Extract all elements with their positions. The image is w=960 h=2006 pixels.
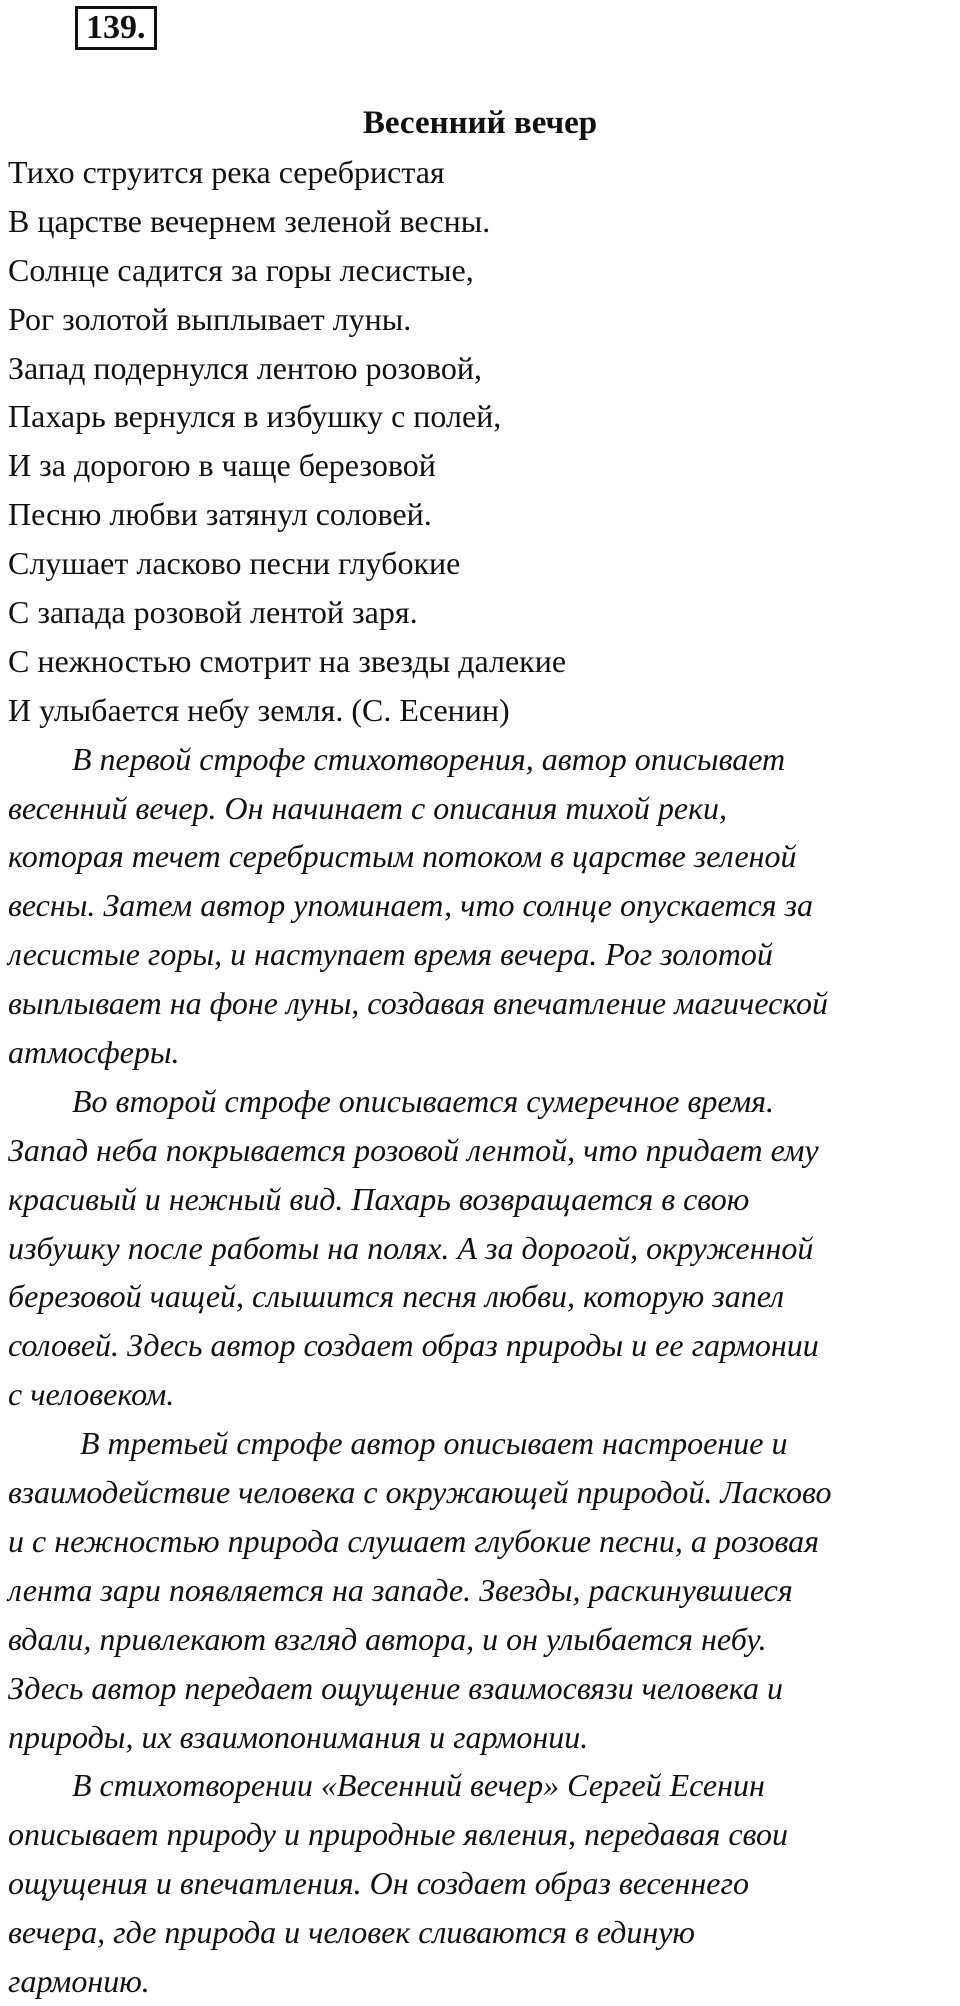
analysis-line: весны. Затем автор упоминает, что солнце опускается за <box>8 887 814 924</box>
analysis-line: ощущения и впечатления. Он создает образ весеннего <box>8 1865 749 1902</box>
poem-line: Пахарь вернулся в избушку с полей, <box>8 398 502 435</box>
analysis-line: березовой чащей, слышится песня любви, которую запел <box>8 1278 785 1315</box>
analysis-line: Здесь автор передает ощущение взаимосвязи человека и <box>8 1669 783 1706</box>
poem-line: С нежностью смотрит на звезды далекие <box>8 642 567 679</box>
poem-line: Солнце садится за горы лесистые, <box>8 251 474 288</box>
analysis-line: описывает природу и природные явления, передавая свои <box>8 1816 788 1853</box>
analysis-line: и с нежностью природа слушает глубокие песни, а розовая <box>8 1522 819 1559</box>
analysis-line: взаимодействие человека с окружающей природой. Ласково <box>8 1474 832 1511</box>
poem-title: Весенний вечер <box>362 105 598 141</box>
analysis-line: природы, их взаимопонимания и гармонии. <box>8 1718 589 1755</box>
poem-line: И улыбается небу земля. (С. Есенин) <box>8 691 510 728</box>
analysis-line: атмосферы. <box>8 1034 180 1071</box>
analysis-line: Запад неба покрывается розовой лентой, что придает ему <box>8 1131 819 1168</box>
poem-line: В царстве вечернем зеленой весны. <box>8 202 491 239</box>
analysis-paragraph <box>8 1761 954 2005</box>
poem-line: Тихо струится река серебристая <box>8 154 445 190</box>
poem-line: Запад подернулся лентою розовой, <box>8 349 482 386</box>
poem-line: Песню любви затянул соловей. <box>8 496 432 533</box>
analysis-line: вдали, привлекают взгляд автора, и он улыбается небу. <box>8 1620 767 1657</box>
analysis-paragraph <box>8 1419 954 1761</box>
analysis-line: В третьей строфе автор описывает настроение и <box>8 1425 788 1462</box>
analysis-line: лесистые горы, и наступает время вечера. Рог золотой <box>8 936 773 973</box>
analysis-line: Во второй строфе описывается сумеречное время. <box>8 1082 775 1119</box>
poem-line: Слушает ласково песни глубокие <box>8 545 461 582</box>
analysis-text <box>8 735 954 2006</box>
poem-line: С запада розовой лентой заря. <box>8 594 418 631</box>
analysis-line: которая течет серебристым потоком в царстве зеленой <box>8 838 797 875</box>
analysis-line: весенний вечер. Он начинает с описания тихой реки, <box>8 789 728 826</box>
analysis-line: вечера, где природа и человек сливаются в единую <box>8 1914 695 1951</box>
analysis-line: В стихотворении «Весенний вечер» Сергей Есенин <box>8 1767 765 1804</box>
analysis-line: выплывает на фоне луны, создавая впечатление магической <box>8 985 829 1022</box>
poem-line: Рог золотой выплывает луны. <box>8 300 412 337</box>
analysis-line: гармонию. <box>8 1962 150 1999</box>
analysis-line: соловей. Здесь автор создает образ природы и ее гармонии <box>8 1327 819 1364</box>
poem-text <box>8 148 954 735</box>
analysis-line: лента зари появляется на западе. Звезды, раскинувшиеся <box>8 1571 793 1608</box>
analysis-paragraph <box>8 1077 954 1419</box>
task-number-badge: 139. <box>75 6 157 50</box>
analysis-paragraph <box>8 735 954 1077</box>
analysis-line: избушку после работы на полях. А за дорогой, окруженной <box>8 1229 814 1266</box>
analysis-line: В первой строфе стихотворения, автор описывает <box>8 740 786 777</box>
document-body <box>8 148 954 2006</box>
analysis-line: с человеком. <box>8 1376 175 1413</box>
poem-line: И за дорогою в чаще березовой <box>8 447 436 484</box>
analysis-line: красивый и нежный вид. Пахарь возвращается в свою <box>8 1180 750 1217</box>
